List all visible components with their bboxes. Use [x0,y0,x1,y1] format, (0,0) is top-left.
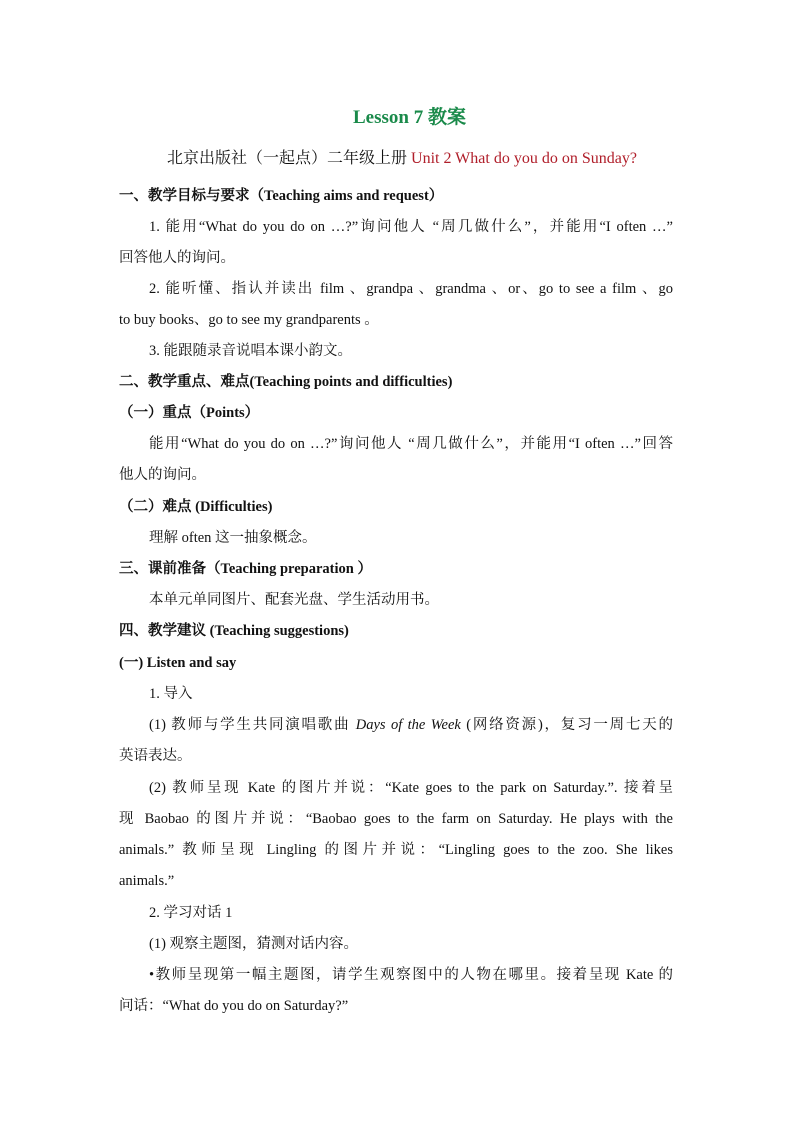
para-1-line-1 [149,715,673,735]
para-2-line-3: animals.” 教师呈现 Lingling 的图片并说：“Lingling goes to the zoo. She likes [119,842,673,858]
para-1-text-b: (网络资源)，复习一周七天的 [460,717,673,733]
para-2-line-2: 现 Baobao 的图片并说：“Baobao goes to the farm on Saturday. He plays with the [119,811,673,827]
para-3-line-1: (1) 观察主题图，猜测对话内容。 [149,936,359,952]
unit-title: Unit 2 What do you do on Sunday? [411,150,637,167]
section-3-heading: 三、课前准备（Teaching preparation ） [119,561,372,577]
subtitle [167,148,637,170]
preparation-line-1: 本单元单同图片、配套光盘、学生活动用书。 [149,592,439,608]
step-1-heading: 1. 导入 [149,686,193,702]
section-2-heading: 二、教学重点、难点(Teaching points and difficulties) [119,374,453,390]
aim-1-line-1: 1. 能用“What do you do on …?”询问他人 “周几做什么”，并能用“I often …” [149,219,673,235]
section-1-heading: 一、教学目标与要求（Teaching aims and request） [119,188,444,204]
listen-and-say-subheading: (一) Listen and say [119,655,237,671]
para-4-line-1: •教师呈现第一幅主题图，请学生观察图中的人物在哪里。接着呈现 Kate 的 [149,967,673,983]
points-subheading: （一）重点（Points） [119,405,260,421]
aim-3-line: 3. 能跟随录音说唱本课小韵文。 [149,343,352,359]
para-1-text-a: (1) 教师与学生共同演唱歌曲 [149,717,356,733]
aim-1-line-2: 回答他人的询问。 [119,250,235,266]
aim-2-line-1: 2. 能听懂、指认并读出 film 、grandpa 、grandma 、or、go to see a film 、go [149,281,673,297]
difficulties-subheading: （二）难点 (Difficulties) [119,499,273,515]
points-line-2: 他人的询问。 [119,467,206,483]
song-title: Days of the Week [355,717,461,733]
publisher-text: 北京出版社（一起点）二年级上册 [167,150,412,167]
step-2-heading: 2. 学习对话 1 [149,905,233,921]
section-4-heading: 四、教学建议 (Teaching suggestions) [119,623,349,639]
page-title: Lesson 7 教案 [353,107,466,128]
difficulties-line-1: 理解 often 这一抽象概念。 [149,530,317,546]
points-line-1: 能用“What do you do on …?”询问他人 “周几做什么”，并能用“I often …”回答 [149,436,673,452]
para-2-line-4: animals.” [119,873,175,889]
para-1-line-2: 英语表达。 [119,748,192,764]
aim-2-line-2: to buy books、go to see my grandparents 。 [119,312,379,328]
para-4-line-2: 问话：“What do you do on Saturday?” [119,998,349,1014]
para-2-line-1: (2) 教师呈现 Kate 的图片并说：“Kate goes to the park on Saturday.”. 接着呈 [149,780,673,796]
